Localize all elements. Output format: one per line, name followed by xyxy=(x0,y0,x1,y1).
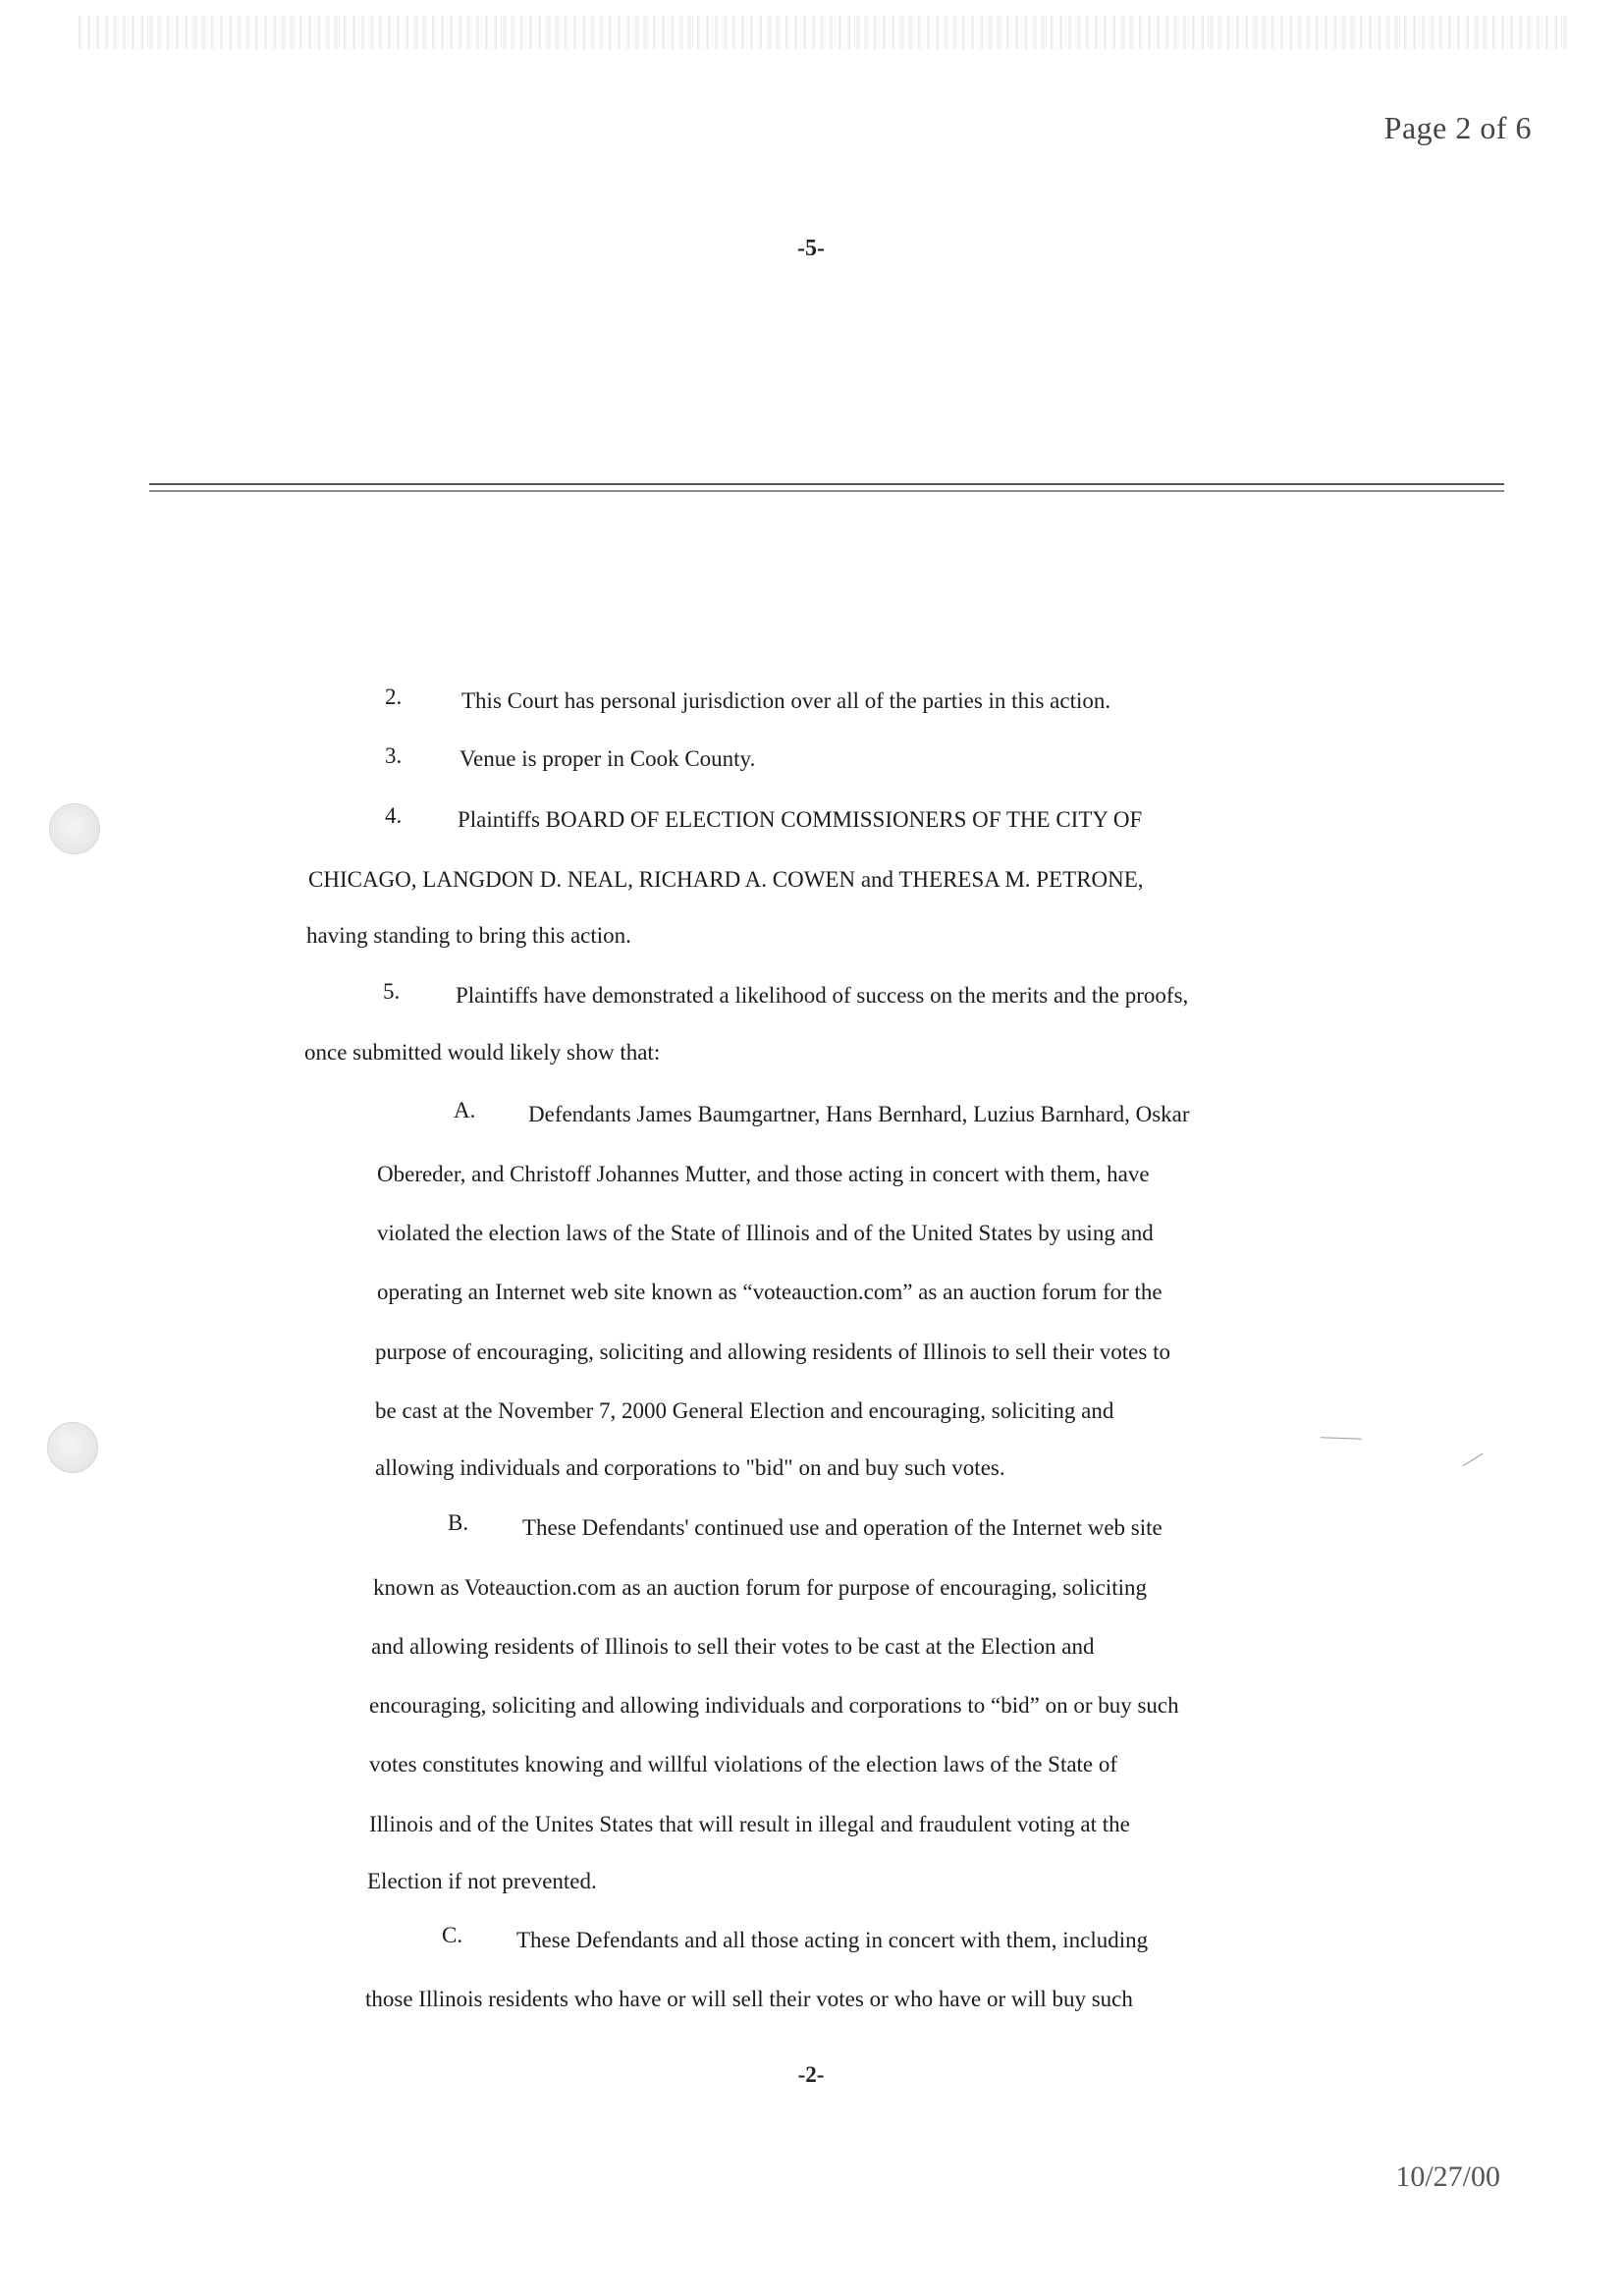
footer-date: 10/27/00 xyxy=(1395,2160,1500,2193)
subparagraph-line: votes constitutes knowing and willful violations of the election laws of the State of xyxy=(369,1752,1118,1777)
paragraph-line: CHICAGO, LANGDON D. NEAL, RICHARD A. COWEN and THERESA M. PETRONE, xyxy=(308,867,1144,892)
subparagraph-line: These Defendants and all those acting in concert with them, including xyxy=(516,1928,1149,1952)
paragraph-line: Plaintiffs have demonstrated a likelihood of success on the merits and the proofs, xyxy=(456,983,1189,1008)
scan-noise-strip xyxy=(79,16,1571,49)
subparagraph-line: be cast at the November 7, 2000 General Election and encouraging, soliciting and xyxy=(375,1398,1114,1423)
subparagraph-letter: C. xyxy=(442,1923,463,1947)
paragraph-line: This Court has personal jurisdiction over all of the parties in this action. xyxy=(461,688,1111,713)
page-divider xyxy=(149,483,1504,485)
paragraph-number: 5. xyxy=(383,979,401,1004)
subparagraph-line: known as Voteauction.com as an auction forum for purpose of encouraging, soliciting xyxy=(373,1575,1147,1600)
subparagraph-line: those Illinois residents who have or will sell their votes or who have or will buy such xyxy=(365,1987,1133,2011)
paragraph-number: 4. xyxy=(385,803,403,828)
punch-hole xyxy=(49,803,100,854)
paragraph-line: once submitted would likely show that: xyxy=(304,1040,661,1065)
paragraph-line: Plaintiffs BOARD OF ELECTION COMMISSIONERS OF THE CITY OF xyxy=(458,807,1143,832)
footer-page-number: -2- xyxy=(797,2062,825,2087)
subparagraph-line: purpose of encouraging, soliciting and allowing residents of Illinois to sell their votes to xyxy=(375,1339,1170,1364)
subparagraph-line: Obereder, and Christoff Johannes Mutter, and those acting in concert with them, have xyxy=(377,1162,1150,1186)
subparagraph-line: allowing individuals and corporations to "bid" on and buy such votes. xyxy=(375,1455,1005,1480)
paragraph-line: having standing to bring this action. xyxy=(306,923,631,948)
subparagraph-line: and allowing residents of Illinois to sell their votes to be cast at the Election and xyxy=(371,1634,1095,1659)
subparagraph-line: Illinois and of the Unites States that will result in illegal and fraudulent voting at the xyxy=(369,1812,1130,1836)
scan-mark xyxy=(1321,1437,1362,1439)
subparagraph-line: violated the election laws of the State of Illinois and of the United States by using and xyxy=(377,1221,1154,1245)
paragraph-number: 2. xyxy=(385,684,403,709)
punch-hole xyxy=(47,1422,98,1473)
subparagraph-line: encouraging, soliciting and allowing individuals and corporations to “bid” on or buy such xyxy=(369,1693,1179,1718)
subparagraph-line: These Defendants' continued use and operation of the Internet web site xyxy=(522,1515,1162,1540)
paragraph-number: 3. xyxy=(385,743,403,768)
subparagraph-line: Election if not prevented. xyxy=(367,1869,597,1893)
subparagraph-line: Defendants James Baumgartner, Hans Bernhard, Luzius Barnhard, Oskar xyxy=(528,1102,1190,1126)
scan-mark xyxy=(1463,1453,1484,1467)
subparagraph-line: operating an Internet web site known as “voteauction.com” as an auction forum for the xyxy=(377,1280,1162,1304)
subparagraph-letter: B. xyxy=(448,1510,469,1535)
subparagraph-letter: A. xyxy=(454,1098,476,1122)
page-indicator: Page 2 of 6 xyxy=(1383,110,1532,145)
paragraph-line: Venue is proper in Cook County. xyxy=(460,746,756,771)
original-page-number: -5- xyxy=(797,236,825,261)
